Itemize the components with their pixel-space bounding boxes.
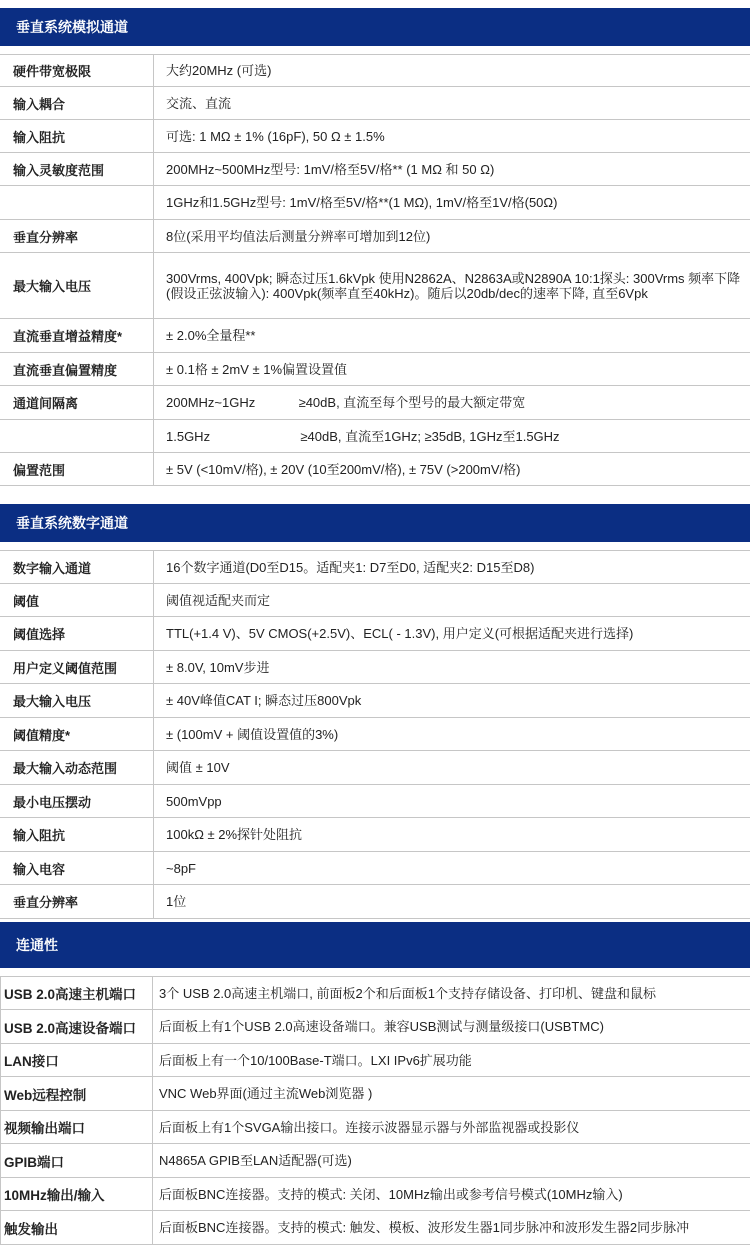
table-row — [0, 87, 750, 120]
table-row — [0, 54, 750, 87]
row-label: 10MHz输出/输入 — [1, 1178, 153, 1210]
row-label: 输入耦合 — [0, 87, 154, 119]
row-label: 阈值精度* — [0, 718, 154, 750]
table-row — [0, 617, 750, 651]
analog-channel-section — [0, 8, 750, 486]
row-value: ± 40V峰值CAT I; 瞬态过压800Vpk — [166, 693, 362, 708]
table-row — [0, 186, 750, 220]
row-label: 阈值 — [0, 584, 154, 616]
row-value: 1.5GHz ≥40dB, 直流至1GHz; ≥35dB, 1GHz至1.5GHz — [166, 428, 560, 444]
table-row — [0, 1144, 750, 1178]
table-row — [0, 153, 750, 186]
table-row — [0, 584, 750, 617]
row-label: 通道间隔离 — [0, 386, 154, 419]
row-value: 3个 USB 2.0高速主机端口, 前面板2个和后面板1个支持存储设备、打印机、键盘和鼠标 — [159, 985, 656, 1001]
row-label: 直流垂直偏置精度 — [0, 353, 154, 385]
table-row — [0, 785, 750, 818]
row-value: 200MHz~500MHz型号: 1mV/格至5V/格** (1 MΩ 和 50 Ω) — [166, 161, 495, 177]
row-label: USB 2.0高速设备端口 — [1, 1010, 153, 1043]
row-value: 后面板上有1个SVGA输出接口。连接示波器显示器与外部监视器或投影仪 — [159, 1119, 580, 1135]
row-label: 垂直分辨率 — [0, 885, 154, 918]
row-value: 1位 — [166, 894, 187, 909]
table-row — [0, 253, 750, 319]
row-value: 大约20MHz (可选) — [166, 63, 272, 78]
table-row — [0, 319, 750, 353]
row-label: 硬件带宽极限 — [0, 55, 154, 86]
table-row — [0, 420, 750, 453]
row-value: 阈值 ± 10V — [166, 760, 230, 775]
table-row — [0, 976, 750, 1010]
row-value: ± (100mV + 阈值设置值的3%) — [166, 726, 339, 742]
row-label: USB 2.0高速主机端口 — [1, 977, 153, 1009]
row-label: GPIB端口 — [1, 1144, 153, 1177]
row-label: 数字输入通道 — [0, 551, 154, 583]
row-value: 后面板上有1个USB 2.0高速设备端口。兼容USB测试与测量级接口(USBTMC) — [159, 1019, 604, 1034]
row-label: 输入电容 — [0, 852, 154, 884]
section-header — [0, 504, 750, 542]
row-value: VNC Web界面(通过主流Web浏览器 ) — [159, 1086, 373, 1101]
table-row — [0, 1111, 750, 1144]
row-value: 后面板BNC连接器。支持的模式: 触发、模板、波形发生器1同步脉冲和波形发生器2同步脉冲 — [159, 1220, 690, 1235]
table-row — [0, 885, 750, 919]
row-label: 用户定义阈值范围 — [0, 651, 154, 683]
row-value: N4865A GPIB至LAN适配器(可选) — [159, 1153, 352, 1168]
row-value: TTL(+1.4 V)、5V CMOS(+2.5V)、ECL( - 1.3V), 用户定义(可根据适配夹进行选择) — [166, 626, 634, 641]
row-label: 最大输入动态范围 — [0, 751, 154, 784]
connectivity-section — [0, 922, 750, 1245]
table-row — [0, 1077, 750, 1111]
digital-channel-section — [0, 504, 750, 919]
table-row — [0, 818, 750, 852]
row-value: ± 8.0V, 10mV步进 — [166, 659, 270, 675]
row-value: ± 5V (<10mV/格), ± 20V (10至200mV/格), ± 75V (>200mV/格) — [166, 461, 521, 477]
table-row — [0, 353, 750, 386]
row-label: 阈值选择 — [0, 617, 154, 650]
row-value: 300Vrms, 400Vpk; 瞬态过压1.6kVpk 使用N2862A、N2863A或N2890A 10:1探头: 300Vrms 频率下降(假设正弦波输入): 400Vpk(频率直至40kHz)。随后以20db/dec的速率下降, 直至6Vpk — [166, 270, 741, 301]
row-value: 200MHz~1GHz ≥40dB, 直流至每个型号的最大额定带宽 — [166, 395, 526, 410]
row-value: 交流、直流 — [166, 95, 232, 111]
row-value: 可选: 1 MΩ ± 1% (16pF), 50 Ω ± 1.5% — [166, 128, 385, 144]
row-value: ± 2.0%全量程** — [166, 328, 256, 343]
row-label: 输入阻抗 — [0, 818, 154, 851]
row-label: 最大输入电压 — [0, 684, 154, 717]
row-value: 后面板BNC连接器。支持的模式: 关闭、10MHz输出或参考信号模式(10MHz输入) — [159, 1186, 623, 1202]
section-title: 连通性 — [16, 937, 58, 953]
table-row — [0, 1044, 750, 1077]
table-row — [0, 1178, 750, 1211]
row-label: 输入灵敏度范围 — [0, 153, 154, 185]
table-row — [0, 550, 750, 584]
table-row — [0, 852, 750, 885]
table-row — [0, 751, 750, 785]
row-label: 输入阻抗 — [0, 120, 154, 152]
row-label: 最小电压摆动 — [0, 785, 154, 817]
row-label: 垂直分辨率 — [0, 220, 154, 252]
table-row — [0, 386, 750, 420]
table-row — [0, 1211, 750, 1245]
section-header — [0, 922, 750, 968]
section-title: 垂直系统数字通道 — [16, 515, 128, 531]
table-row — [0, 718, 750, 751]
section-header — [0, 8, 750, 46]
row-value: 阈值视适配夹而定 — [166, 592, 271, 608]
row-label: 最大输入电压 — [0, 253, 154, 318]
row-value: 100kΩ ± 2%探针处阻抗 — [166, 827, 303, 842]
row-label — [0, 420, 154, 452]
row-value: 16个数字通道(D0至D15。适配夹1: D7至D0, 适配夹2: D15至D8) — [166, 559, 535, 575]
table-row — [0, 651, 750, 684]
row-value: ~8pF — [166, 860, 196, 876]
row-label — [0, 186, 154, 219]
row-value: 500mVpp — [166, 793, 222, 809]
row-value: ± 0.1格 ± 2mV ± 1%偏置设置值 — [166, 361, 348, 377]
section-title: 垂直系统模拟通道 — [16, 19, 128, 35]
table-row — [0, 220, 750, 253]
row-label: 触发输出 — [1, 1211, 153, 1244]
row-label: LAN接口 — [1, 1044, 153, 1076]
row-label: Web远程控制 — [1, 1077, 153, 1110]
row-value: 1GHz和1.5GHz型号: 1mV/格至5V/格**(1 MΩ), 1mV/格至1V/格(50Ω) — [166, 195, 558, 210]
table-row — [0, 453, 750, 486]
table-row — [0, 684, 750, 718]
row-value: 8位(采用平均值法后测量分辨率可增加到12位) — [166, 228, 431, 244]
row-label: 直流垂直增益精度* — [0, 319, 154, 352]
row-label: 偏置范围 — [0, 453, 154, 485]
table-row — [0, 120, 750, 153]
row-value: 后面板上有一个10/100Base-T端口。LXI IPv6扩展功能 — [159, 1052, 472, 1068]
row-label: 视频输出端口 — [1, 1111, 153, 1143]
table-row — [0, 1010, 750, 1044]
